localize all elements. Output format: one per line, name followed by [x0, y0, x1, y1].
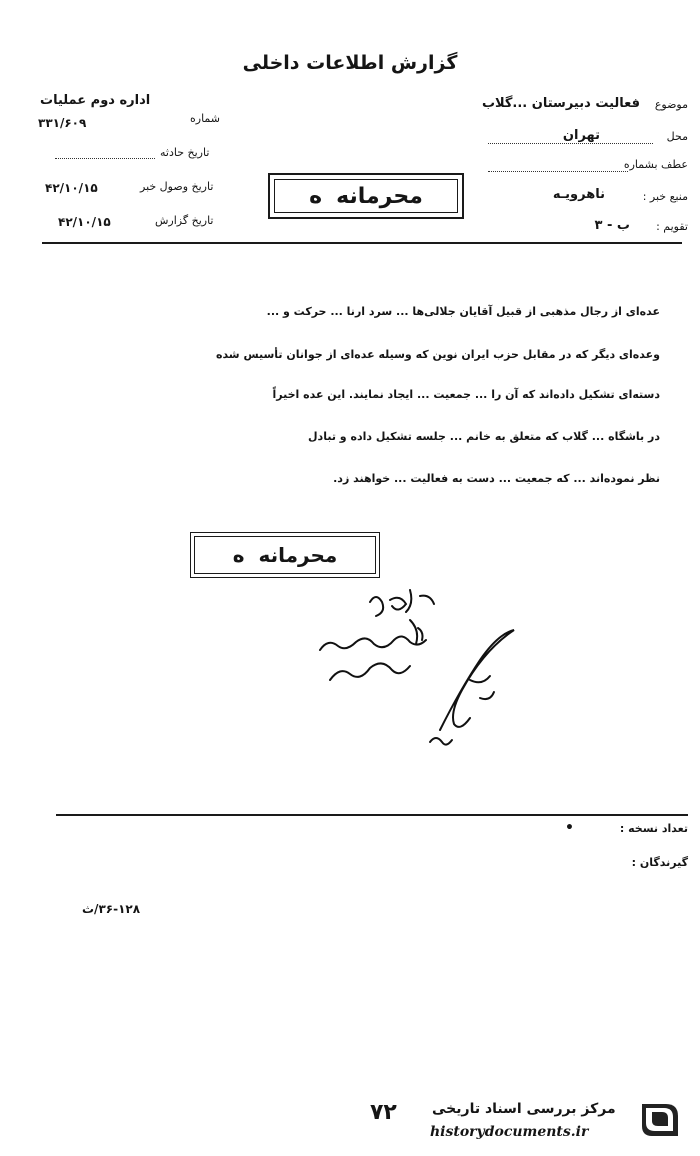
stamp-top-text: محرمانه — [336, 183, 423, 209]
report-date-label: تاریخ گزارش — [155, 214, 214, 227]
stamp-bottom-text: محرمانه — [258, 543, 338, 567]
received-date-label: تاریخ وصول خبر — [140, 180, 214, 193]
handwritten-signature — [290, 580, 530, 750]
place-dotted-line — [488, 143, 653, 144]
subject-label: موضوع — [654, 98, 688, 111]
stamp-bottom-mark: ه — [232, 543, 245, 567]
evaluation-label: تقویم : — [656, 220, 688, 233]
followup-dotted-line — [488, 171, 628, 172]
followup-label: عطف بشماره — [623, 158, 688, 171]
incident-date-dotted-line — [55, 158, 155, 159]
place-value: تهران — [562, 128, 600, 143]
place-label: محل — [666, 130, 688, 143]
office-text: اداره دوم عملیات — [40, 93, 151, 108]
source-label: منبع خبر : — [642, 190, 688, 203]
evaluation-value: ب - ۳ — [594, 218, 630, 233]
copies-label: تعداد نسخه : — [619, 822, 688, 835]
body-line: در باشگاه ... گلاب که متعلق به خانم ... جلسه تشکیل داده و تبادل — [308, 430, 660, 443]
source-value: ناهرویـه — [552, 187, 605, 202]
body-line: نظر نموده‌اند ... که جمعیت ... دست به فعالیت ... خواهند زد. — [333, 472, 660, 485]
report-date-value: ۴۲/۱۰/۱۵ — [58, 215, 111, 229]
watermark-org: مرکز بررسی اسناد تاریخی — [432, 1101, 616, 1117]
body-line: دسته‌ای تشکیل داده‌اند که آن را ... جمعیت ... ایجاد نمایند. این عده اخیراً — [272, 388, 660, 401]
footer-separator — [56, 814, 688, 816]
received-date-value: ۴۲/۱۰/۱۵ — [45, 181, 98, 195]
page-title: گزارش اطلاعات داخلی — [242, 52, 458, 74]
subject-value: فعالیت دبیرستان ...گلاب — [481, 96, 640, 111]
header-separator — [42, 242, 682, 244]
page-number: ۷۲ — [370, 1100, 397, 1125]
body-line: عده‌ای از رجال مذهبی از قبیل آقایان جلالی‌ها ... سرد ارنا ... حرکت و ... — [266, 305, 660, 318]
number-label: شماره — [190, 112, 221, 125]
watermark-url: historydocuments.ir — [430, 1124, 589, 1140]
copies-bullet: • — [565, 820, 574, 836]
incident-date-label: تاریخ حادثه — [160, 146, 210, 159]
archive-logo-icon — [636, 1098, 684, 1142]
number-value: ۳۳۱/۶۰۹ — [38, 116, 87, 130]
stamp-top-mark: ه — [309, 183, 323, 209]
recipients-label: گیرندگان : — [631, 856, 688, 869]
document-code: ۳۶-۱۲۸/ث — [82, 902, 141, 916]
confidential-stamp-top — [268, 173, 464, 219]
confidential-stamp-bottom — [190, 532, 380, 578]
body-line: وعده‌ای دیگر که در مقابل حزب ایران نوین که وسیله عده‌ای از جوانان تأسیس شده — [215, 348, 660, 361]
